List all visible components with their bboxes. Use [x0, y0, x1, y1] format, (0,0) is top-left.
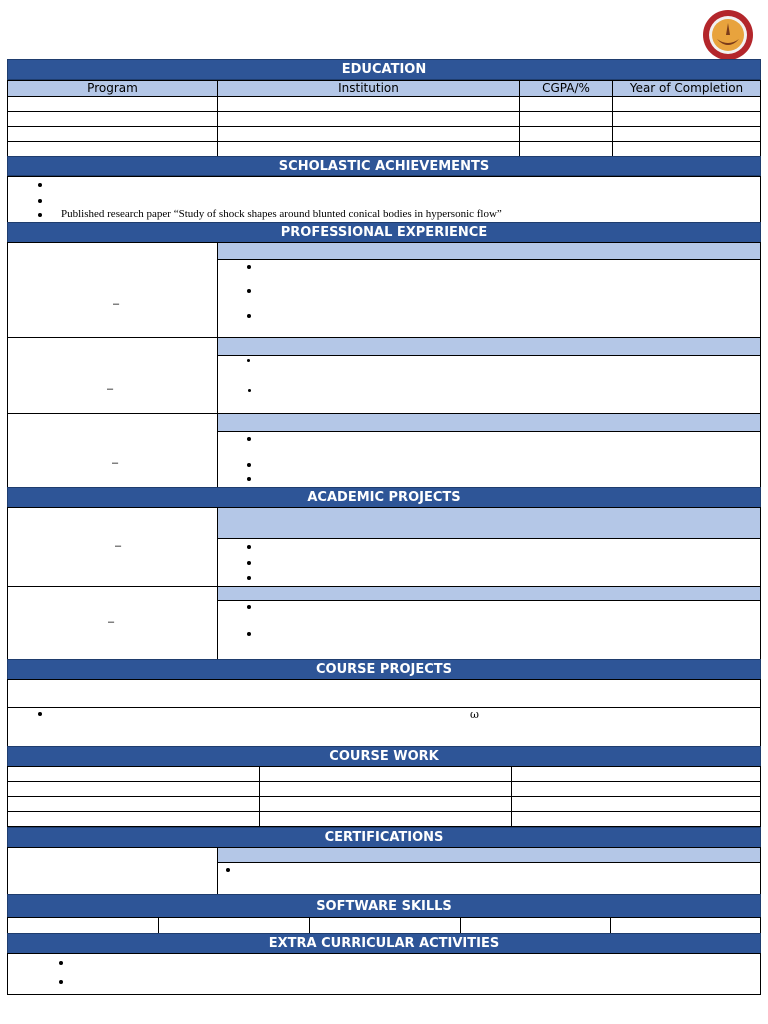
- date-dash: –: [108, 616, 115, 628]
- certification-title-bar: [217, 847, 761, 863]
- skill-cell: [158, 917, 310, 934]
- course-project-details: [7, 707, 761, 747]
- date-dash: –: [113, 298, 120, 310]
- table-cell: [519, 141, 613, 157]
- table-cell: [511, 811, 761, 827]
- scholastic-header: SCHOLASTIC ACHIEVEMENTS: [7, 156, 761, 176]
- table-cell: [259, 796, 512, 812]
- course-project-title: [7, 679, 761, 708]
- table-cell: [7, 111, 218, 127]
- education-header: EDUCATION: [7, 59, 761, 80]
- list-bullet: [59, 961, 63, 965]
- experience-left-cell: [7, 242, 218, 338]
- table-cell: [519, 111, 613, 127]
- professional-header: PROFESSIONAL EXPERIENCE: [7, 222, 761, 243]
- skill-cell: [309, 917, 461, 934]
- list-bullet: [38, 183, 42, 187]
- certifications-header: CERTIFICATIONS: [7, 827, 761, 848]
- table-cell: [259, 781, 512, 797]
- extra-curricular-header: EXTRA CURRICULAR ACTIVITIES: [7, 933, 761, 954]
- skill-cell: [610, 917, 761, 934]
- list-bullet: [247, 477, 251, 481]
- academic-header: ACADEMIC PROJECTS: [7, 487, 761, 508]
- course-projects-header: COURSE PROJECTS: [7, 659, 761, 680]
- scholastic-item: Published research paper “Study of shock shapes around blunted conical bodies in hypersonic flow”: [61, 208, 502, 220]
- col-program: Program: [7, 80, 218, 97]
- table-cell: [7, 126, 218, 142]
- list-bullet: [247, 289, 251, 293]
- list-bullet: [247, 632, 251, 636]
- table-cell: [7, 811, 260, 827]
- table-cell: [612, 141, 761, 157]
- table-cell: [7, 141, 218, 157]
- list-bullet: [247, 314, 251, 318]
- list-bullet: [247, 437, 251, 441]
- table-cell: [519, 126, 613, 142]
- col-cgpa: CGPA/%: [519, 80, 613, 97]
- table-cell: [259, 811, 512, 827]
- skill-cell: [460, 917, 611, 934]
- list-bullet: [248, 389, 251, 392]
- date-dash: –: [115, 540, 122, 552]
- list-bullet: [247, 463, 251, 467]
- experience-title-bar: [217, 337, 761, 356]
- omega-glyph: ω: [470, 708, 479, 721]
- table-cell: [511, 766, 761, 782]
- table-cell: [217, 141, 520, 157]
- experience-title-bar: [217, 242, 761, 260]
- experience-details: [217, 259, 761, 338]
- skill-cell: [7, 917, 159, 934]
- project-left-cell: [7, 507, 218, 587]
- table-cell: [7, 796, 260, 812]
- list-bullet: [38, 213, 42, 217]
- list-bullet: [247, 576, 251, 580]
- table-cell: [511, 781, 761, 797]
- date-dash: –: [107, 383, 114, 395]
- list-bullet: [247, 265, 251, 269]
- list-bullet: [38, 712, 42, 716]
- table-cell: [511, 796, 761, 812]
- list-bullet: [247, 545, 251, 549]
- certification-details: [217, 862, 761, 895]
- extra-curricular-box: [7, 953, 761, 995]
- table-cell: [7, 781, 260, 797]
- project-title-bar: [217, 507, 761, 539]
- certification-left-cell: [7, 847, 218, 895]
- project-title-bar: [217, 586, 761, 601]
- table-cell: [259, 766, 512, 782]
- table-cell: [7, 766, 260, 782]
- experience-left-cell: [7, 413, 218, 489]
- list-bullet: [38, 199, 42, 203]
- table-cell: [519, 96, 613, 112]
- experience-title-bar: [217, 413, 761, 432]
- table-cell: [217, 111, 520, 127]
- col-year: Year of Completion: [612, 80, 761, 97]
- software-header: SOFTWARE SKILLS: [7, 894, 761, 918]
- table-cell: [217, 96, 520, 112]
- table-cell: [612, 126, 761, 142]
- list-bullet: [247, 359, 250, 362]
- experience-details: [217, 355, 761, 414]
- table-cell: [217, 126, 520, 142]
- project-details: [217, 600, 761, 660]
- list-bullet: [59, 980, 63, 984]
- list-bullet: [226, 868, 230, 872]
- table-cell: [612, 111, 761, 127]
- table-cell: [612, 96, 761, 112]
- project-details: [217, 538, 761, 587]
- col-institution: Institution: [217, 80, 520, 97]
- list-bullet: [247, 605, 251, 609]
- table-cell: [7, 96, 218, 112]
- date-dash: –: [112, 457, 119, 469]
- course-work-header: COURSE WORK: [7, 746, 761, 767]
- institute-logo-icon: [702, 9, 754, 61]
- experience-details: [217, 431, 761, 489]
- experience-left-cell: [7, 337, 218, 414]
- list-bullet: [247, 561, 251, 565]
